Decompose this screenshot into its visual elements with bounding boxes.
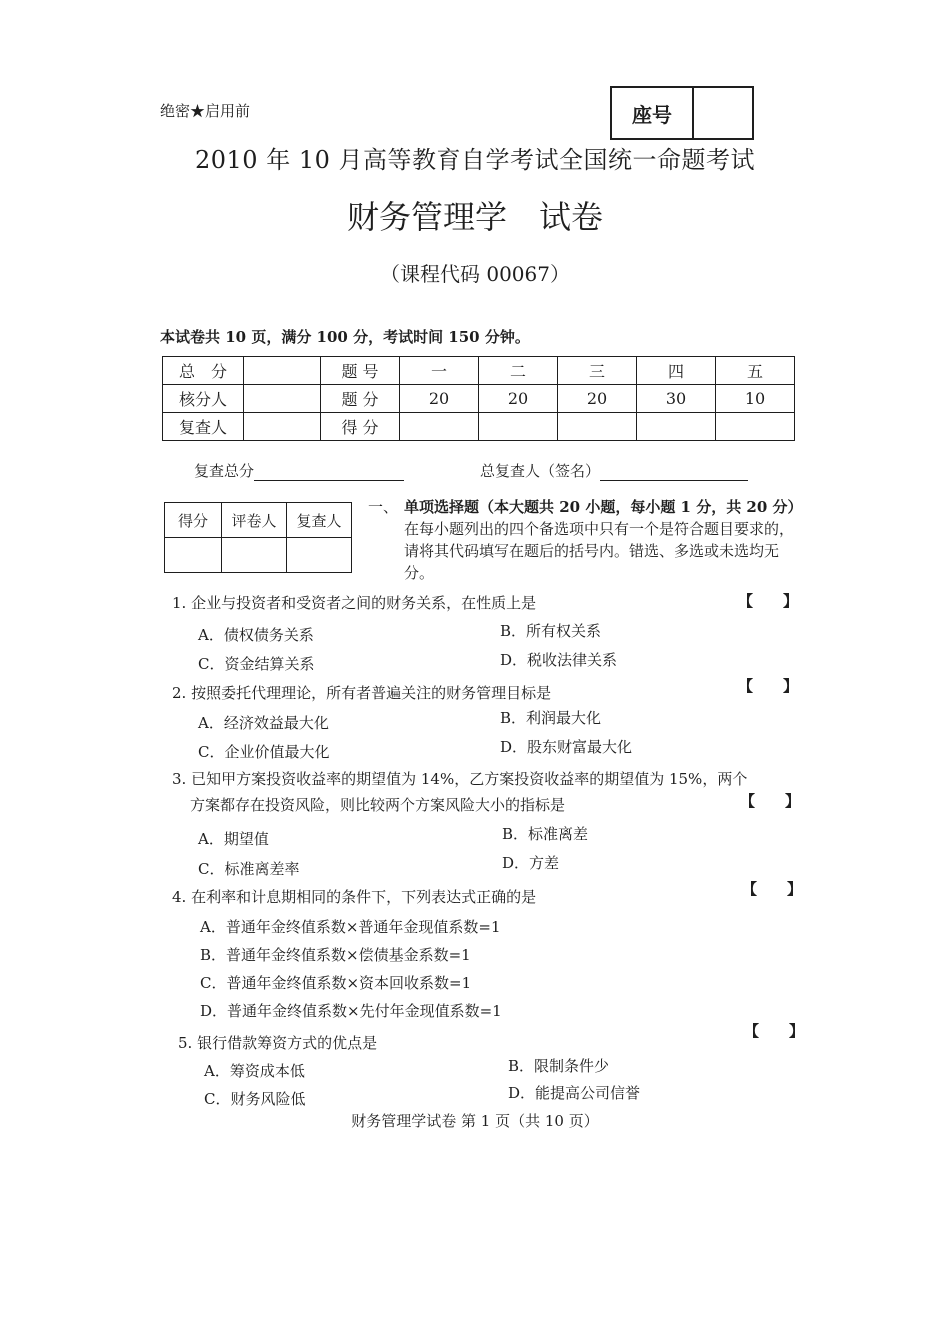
score-row-label: 总 分 (163, 357, 244, 385)
option: A．筹资成本低 (204, 1062, 305, 1080)
question-points: 10 (716, 385, 795, 413)
question-text: 企业与投资者和受资者之间的财务关系，在性质上是 (191, 594, 537, 612)
seat-number-field[interactable] (694, 88, 752, 138)
score-row-label: 复查人 (163, 413, 244, 441)
earned-score-cell[interactable] (400, 413, 479, 441)
score-col-label: 题 分 (321, 385, 400, 413)
review-total-line[interactable] (254, 462, 404, 481)
option: B．标准离差 (502, 825, 589, 843)
option: D．股东财富最大化 (500, 738, 633, 756)
option: D．税收法律关系 (500, 651, 618, 669)
checker-cell[interactable] (244, 385, 321, 413)
grader-header: 得分 (165, 503, 222, 538)
question-points: 20 (479, 385, 558, 413)
earned-score-cell[interactable] (479, 413, 558, 441)
question-number: 一 (400, 357, 479, 385)
question-points: 30 (637, 385, 716, 413)
question-number-label: 5. (178, 1034, 193, 1052)
chief-reviewer-line[interactable] (600, 462, 748, 481)
section-instruction-text: 在每小题列出的四个备选项中只有一个是符合题目要求的，请将其代码填写在题后的括号内。错选、多选或未选均无分。 (404, 520, 795, 582)
option: A．债权债务关系 (198, 626, 314, 644)
answer-bracket[interactable]: 【 】 (744, 1022, 805, 1040)
question-stem (172, 886, 536, 907)
grader-cell[interactable] (222, 538, 287, 573)
question-number-label: 1. (172, 594, 187, 612)
question-number: 三 (558, 357, 637, 385)
seat-number-box (610, 86, 754, 140)
exam-intro: 本试卷共 10 页，满分 100 分，考试时间 150 分钟。 (160, 328, 530, 346)
confidential-label: 绝密★启用前 (160, 102, 251, 120)
grader-header: 评卷人 (222, 503, 287, 538)
question-number-label: 3. (172, 770, 187, 788)
grader-box (164, 502, 352, 573)
option: A．期望值 (198, 830, 269, 848)
option: B．利润最大化 (500, 709, 602, 727)
question-number-label: 2. (172, 684, 187, 702)
total-score-cell[interactable] (244, 357, 321, 385)
option: B．限制条件少 (508, 1057, 610, 1075)
earned-score-cell[interactable] (558, 413, 637, 441)
question-points: 20 (558, 385, 637, 413)
option: C．普通年金终值系数×资本回收系数=1 (200, 974, 472, 992)
score-row-label: 核分人 (163, 385, 244, 413)
score-col-label: 题 号 (321, 357, 400, 385)
question-number: 二 (479, 357, 558, 385)
review-total-signature (194, 460, 404, 481)
answer-bracket[interactable]: 【 】 (738, 592, 799, 610)
option: D．方差 (502, 854, 560, 872)
question-number-label: 4. (172, 888, 187, 906)
earned-score-cell[interactable] (637, 413, 716, 441)
question-points: 20 (400, 385, 479, 413)
question-stem (172, 592, 536, 613)
section-heading: 单项选择题（本大题共 20 小题，每小题 1 分，共 20 分） (404, 498, 803, 516)
option: D．普通年金终值系数×先付年金现值系数=1 (200, 1002, 502, 1020)
question-number: 四 (637, 357, 716, 385)
question-text-continued: 方案都存在投资风险，则比较两个方案风险大小的指标是 (190, 796, 566, 814)
earned-score-cell[interactable] (716, 413, 795, 441)
question-number: 五 (716, 357, 795, 385)
question-text: 按照委托代理理论，所有者普遍关注的财务管理目标是 (191, 684, 552, 702)
exam-title: 2010 年 10 月高等教育自学考试全国统一命题考试 (194, 146, 755, 174)
question-stem (178, 1032, 377, 1053)
grader-header: 复查人 (287, 503, 352, 538)
answer-bracket[interactable]: 【 】 (738, 677, 799, 695)
option: C．财务风险低 (204, 1090, 306, 1108)
score-table (162, 356, 795, 441)
score-col-label: 得 分 (321, 413, 400, 441)
question-text: 已知甲方案投资收益率的期望值为 14%，乙方案投资收益率的期望值为 15%，两个 (191, 770, 748, 788)
grader-cell[interactable] (165, 538, 222, 573)
answer-bracket[interactable]: 【 】 (742, 880, 803, 898)
seat-number-label: 座号 (612, 88, 694, 138)
question-text: 在利率和计息期相同的条件下，下列表达式正确的是 (191, 888, 537, 906)
subject-title: 财务管理学 试卷 (346, 198, 603, 236)
section-instructions (368, 496, 808, 584)
option: A．普通年金终值系数×普通年金现值系数=1 (200, 918, 501, 936)
answer-bracket[interactable]: 【 】 (740, 792, 801, 810)
question-stem (172, 768, 747, 789)
question-stem (172, 682, 551, 703)
option: C．企业价值最大化 (198, 743, 330, 761)
review-total-label: 复查总分 (194, 462, 255, 480)
option: C．标准离差率 (198, 860, 300, 878)
chief-reviewer-label: 总复查人（签名） (480, 462, 601, 480)
reviewer-cell[interactable] (244, 413, 321, 441)
option: D．能提高公司信誉 (508, 1084, 641, 1102)
option: B．所有权关系 (500, 622, 602, 640)
option: C．资金结算关系 (198, 655, 315, 673)
option: B．普通年金终值系数×偿债基金系数=1 (200, 946, 471, 964)
page-footer: 财务管理学试卷 第 1 页（共 10 页） (351, 1112, 599, 1130)
option: A．经济效益最大化 (198, 714, 329, 732)
grader-cell[interactable] (287, 538, 352, 573)
question-text: 银行借款筹资方式的优点是 (197, 1034, 378, 1052)
section-number: 一、 (368, 498, 399, 516)
chief-reviewer-signature (480, 460, 748, 481)
course-code: （课程代码 00067） (380, 262, 570, 286)
